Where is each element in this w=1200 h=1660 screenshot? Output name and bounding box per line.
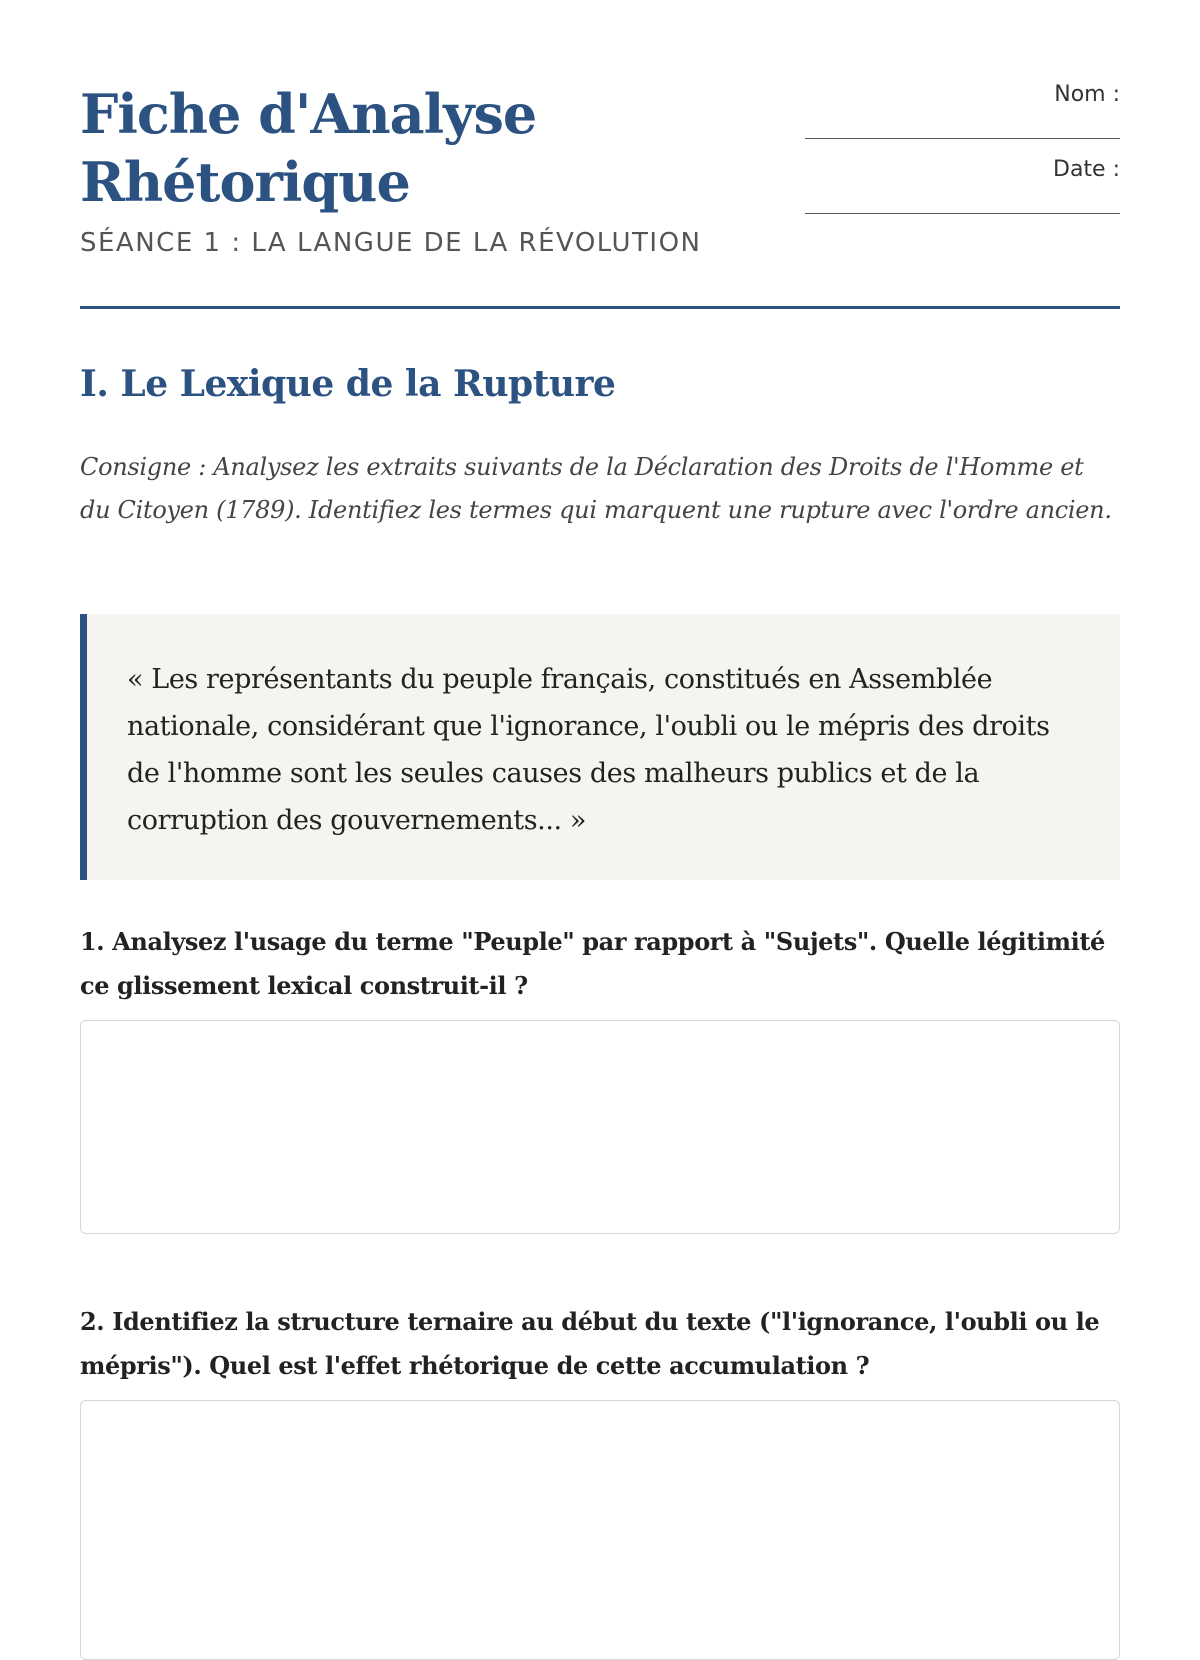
source-quote-text: « Les représentants du peuple français, constitués en Assemblée nationale, considérant que l'ignorance, l'oubli ou le mépris des droits de l'homme sont les seules causes des malheurs publics et de la corruption des gouvernements... » bbox=[127, 664, 1050, 836]
worksheet-header bbox=[80, 80, 1120, 310]
session-subtitle: SÉANCE 1 : LA LANGUE DE LA RÉVOLUTION bbox=[80, 228, 702, 258]
section-title: I. Le Lexique de la Rupture bbox=[80, 363, 616, 405]
name-field-label: Nom : bbox=[1054, 82, 1120, 107]
question-1: 1. Analysez l'usage du terme "Peuple" par rapport à "Sujets". Quelle légitimité ce glissement lexical construit-il ? bbox=[80, 927, 1105, 1000]
worksheet-page bbox=[80, 0, 1120, 1600]
date-field[interactable] bbox=[805, 155, 1120, 214]
answer-field-2[interactable] bbox=[80, 1400, 1120, 1660]
student-info-fields bbox=[805, 80, 1120, 230]
answer-field-1[interactable] bbox=[80, 1020, 1120, 1234]
source-quote-block bbox=[80, 614, 1120, 880]
date-field-label: Date : bbox=[1053, 157, 1120, 182]
question-2: 2. Identifiez la structure ternaire au début du texte ("l'ignorance, l'oubli ou le mépris"). Quel est l'effet rhétorique de cette accumulation ? bbox=[80, 1307, 1100, 1380]
name-field[interactable] bbox=[805, 80, 1120, 139]
instruction-text: Consigne : Analysez les extraits suivants de la Déclaration des Droits de l'Homme et du Citoyen (1789). Identifiez les termes qui marquent une rupture avec l'ordre ancien. bbox=[80, 453, 1112, 524]
page-title: Fiche d'Analyse Rhétorique bbox=[80, 82, 537, 214]
header-divider bbox=[80, 306, 1120, 309]
